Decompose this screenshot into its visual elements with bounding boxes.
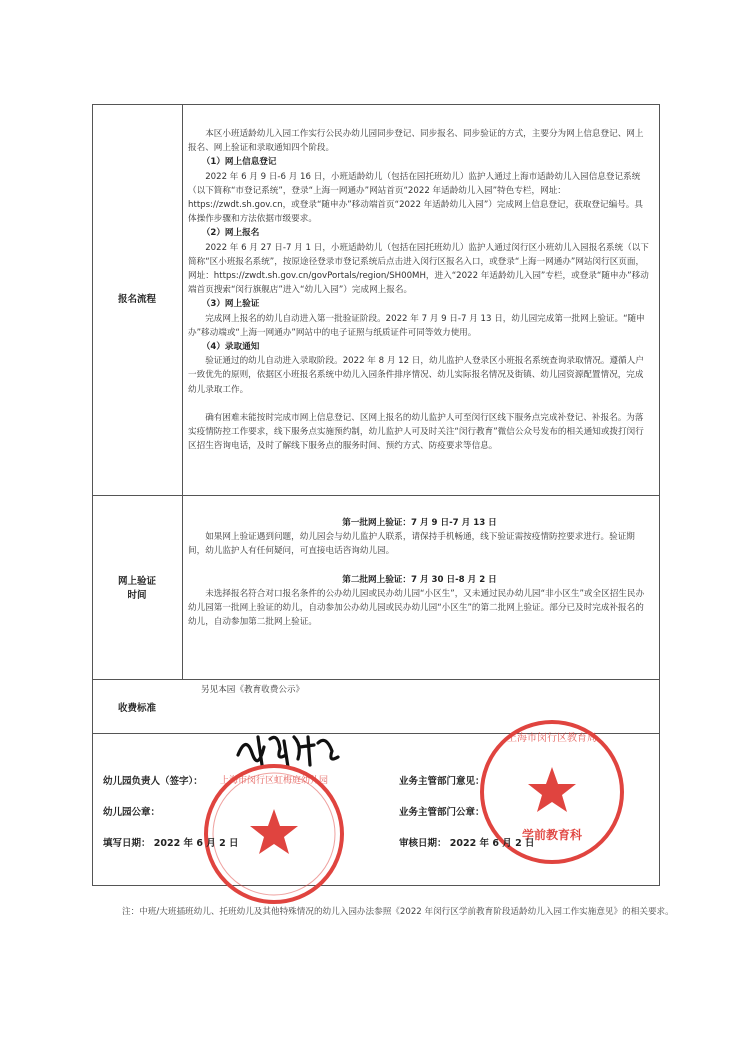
enrollment-info-table xyxy=(92,104,660,886)
batch1-text: 如果网上验证遇到问题，幼儿园会与幼儿监护人联系，请保持手机畅通，线下验证需按疫情防控要求进行。验证期间，幼儿监护人有任何疑问，可直接电话咨询幼儿园。 xyxy=(188,532,635,557)
dept-opinion-label: 业务主管部门意见： xyxy=(399,776,485,787)
offline-service-note: 确有困难未能按时完成市网上信息登记、区网上报名的幼儿监护人可至闵行区线下服务点完成补登记、补报名。为落实疫情防控工作要求，线下服务点实施预约制，幼儿监护人可及时关注“闵行教育”微信公众号发布的相关通知或拨打闵行区招生咨询电话，及时了解线下服务点的服务时间、预约方式、防疫要求等信息。 xyxy=(188,412,644,452)
verification-label-line1: 网上验证 xyxy=(117,576,156,587)
footnote: 注：中班/大班插班幼儿、托班幼儿及其他特殊情况的幼儿入园办法参照《2022 年闵行区学前教育阶段适龄幼儿入园工作实施意见》的相关要求。 xyxy=(122,907,674,917)
principal-signature-label: 幼儿园负责人（签字）： xyxy=(103,776,203,787)
kindergarten-seal-label: 幼儿园公章： xyxy=(103,807,161,818)
registration-row-label: 报名流程 xyxy=(117,294,156,305)
review-date: 审核日期： 2022 年 6 月 2 日 xyxy=(399,838,535,849)
step3-title: （3）网上验证 xyxy=(201,299,260,310)
step4-title: （4）录取通知 xyxy=(201,342,260,353)
step1-title: （1）网上信息登记 xyxy=(201,157,277,168)
fees-content: 另见本园《教育收费公示》 xyxy=(201,685,305,695)
seal-right-subtext: 学前教育科 xyxy=(521,828,583,842)
batch2-title: 第二批网上验证：7 月 30 日-8 月 2 日 xyxy=(342,574,497,585)
seal-right-text: 上海市闵行区教育局 xyxy=(507,733,597,744)
verification-time-content xyxy=(188,516,651,629)
verification-label-line2: 时间 xyxy=(127,590,147,601)
registration-intro: 本区小班适龄幼儿入园工作实行公民办幼儿园同步登记、同步报名、同步验证的方式，主要分为网上信息登记、网上报名、网上验证和录取通知四个阶段。 xyxy=(188,129,644,154)
dept-seal-label: 业务主管部门公章： xyxy=(399,807,485,818)
fees-row-label: 收费标准 xyxy=(117,703,156,714)
seal-left-text: 上海市闵行区虹梅庭幼儿园 xyxy=(219,776,329,786)
column-divider xyxy=(182,105,183,679)
step2-text: 2022 年 6 月 27 日-7 月 1 日，小班适龄幼儿（包括在园托班幼儿）监护人通过闵行区小班幼儿入园报名系统（以下简称“区小班报名系统”，按原途径登录市登记系统后点击进入闵行区报名入口，或登录“上海一网通办”网站闵行区页面，网址：https://zwdt.sh.gov.cn/govPortals/region/SH00MH，进入“2022 年适龄幼儿入园”专栏，或登录“随申办”移动端首页搜索“闵行旗舰店”进入“幼儿入园”）完成网上报名。 xyxy=(188,242,649,296)
kindergarten-official-seal xyxy=(201,761,347,907)
fill-date: 填写日期： 2022 年 6 月 2 日 xyxy=(103,838,239,849)
step4-text: 验证通过的幼儿自动进入录取阶段。2022 年 8 月 12 日，幼儿监护人登录区小班报名系统查询录取情况。遵循人户一致优先的原则，依据区小班报名系统中幼儿入园条件排序情况、幼儿实际报名情况及街镇、幼儿园资源配置情况，完成幼儿录取工作。 xyxy=(188,356,644,395)
row-divider xyxy=(93,495,659,496)
row-divider xyxy=(93,679,659,680)
registration-process-content xyxy=(188,127,651,453)
verification-row-label xyxy=(93,575,181,603)
batch2-text: 未选择报名符合对口报名条件的公办幼儿园或民办幼儿园“小区生”，又未通过民办幼儿园“非小区生”或全区招生民办幼儿园第一批网上验证的幼儿，自动参加公办幼儿园或民办幼儿园“小区生”的第二批网上验证。部分已及时完成补报名的幼儿，自动参加第二批网上验证。 xyxy=(188,588,645,628)
step3-text: 完成网上报名的幼儿自动进入第一批验证阶段。2022 年 7 月 9 日-7 月 13 日，幼儿园完成第一批网上验证。“随申办”移动端或“上海一网通办”网站中的电子证照与纸质证件可同等效力使用。 xyxy=(188,313,645,338)
batch1-title: 第一批网上验证：7 月 9 日-7 月 13 日 xyxy=(342,518,497,528)
step1-text: 2022 年 6 月 9 日-6 月 16 日，小班适龄幼儿（包括在园托班幼儿）监护人通过上海市适龄幼儿入园信息登记系统（以下简称“市登记系统”，登录“上海一网通办”网站首页“2022 年适龄幼儿入园”特色专栏，网址：https://zwdt.sh.gov.cn，或登录“随申办”移动端首页“2022 年适龄幼儿入园”）完成网上信息登记，获取登记编号。具体操作步骤和方法依据市级要求。 xyxy=(188,171,643,225)
step2-title: （2）网上报名 xyxy=(201,228,260,239)
